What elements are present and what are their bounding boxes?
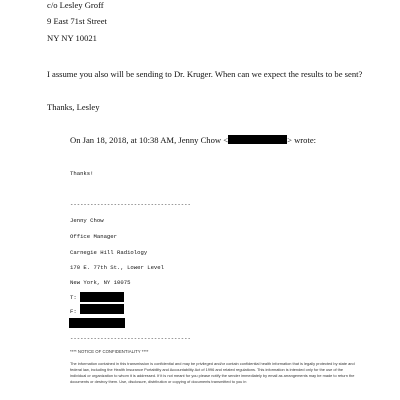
quoted-header-prefix: On Jan 18, 2018, at 10:38 AM, Jenny Chow < [70,135,229,145]
redacted-email-line [69,318,125,328]
signature-org: Carnegie Hill Radiology [70,249,148,256]
signature-street: 170 E. 77th St., Lower Level [70,264,164,271]
confidentiality-heading: **** NOTICE OF CONFIDENTIALITY **** [70,349,149,354]
redacted-tel [80,292,124,302]
address-line-1: c/o Lesley Groff [47,0,104,10]
quoted-header [70,135,316,145]
signature-fax-label: F: [70,308,77,315]
signature-title: Office Manager [70,233,117,240]
quoted-thanks: Thanks! [70,170,94,177]
signature-city: New York, NY 10075 [70,279,131,286]
address-line-3: NY NY 10021 [47,33,97,43]
signature-tel-label: T: [70,294,77,301]
address-line-2: 9 East 71st Street [47,16,107,26]
signature-divider-bottom: ------------------------------------ [70,335,191,342]
redacted-fax [80,304,124,314]
signature-name: Jenny Chow [70,217,104,224]
confidentiality-text: The information contained in this transmission is confidential and may be privileged and/or contain confidential health information that is legally protected by state and federal law, including the Health Insurance Portability and Accountability Act of 1996 and related regulations. This information is intended only for the use of the individual or organization to whom it is addressed. If it is not meant for you please notify the sender immediately by email as arrangements may be made to return the documents or destroy them. Use, disclosure, distribution or copying of documents transmitted to you in [70,361,355,384]
body-text: I assume you also will be sending to Dr. Kruger. When can we expect the results to be sent? [47,69,363,79]
signature-divider-top: ------------------------------------ [70,201,191,208]
signoff: Thanks, Lesley [47,102,100,112]
redacted-email [228,135,287,144]
quoted-header-suffix: > wrote: [287,135,317,145]
